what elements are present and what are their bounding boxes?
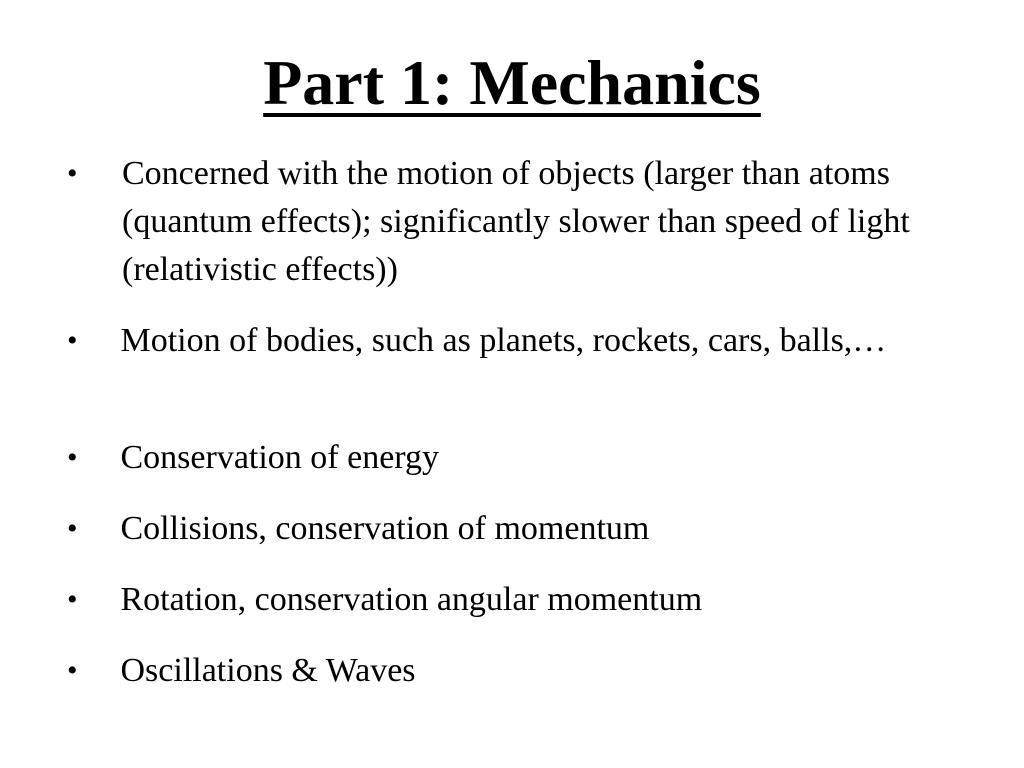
bullet-item <box>0 576 932 624</box>
bullet-text: Rotation, conservation angular momentum <box>112 581 703 618</box>
bullet-dot-icon: • <box>67 324 78 357</box>
bullet-dot-icon: • <box>67 654 78 687</box>
slide-title <box>0 44 1024 122</box>
bullet-text: Motion of bodies, such as planets, rockets, cars, balls,… <box>112 322 887 359</box>
bullet-text: Collisions, conservation of momentum <box>112 510 650 547</box>
bullet-dot-icon: • <box>67 441 78 474</box>
bullet-item <box>0 647 932 695</box>
bullet-text: Concerned with the motion of objects (larger than atoms (quantum effects); significantly slower than speed of light (relativistic effects)) <box>122 155 910 288</box>
bullet-item <box>0 505 932 553</box>
bullet-dot-icon: • <box>67 583 78 616</box>
bullet-dot-icon: • <box>67 157 78 190</box>
bullet-item <box>0 150 942 294</box>
bullet-item <box>0 317 932 365</box>
bullet-text: Oscillations & Waves <box>112 652 416 689</box>
slide-title-text: Part 1: Mechanics <box>263 47 761 118</box>
bullet-text: Conservation of energy <box>112 439 440 476</box>
bullet-item <box>0 434 932 482</box>
bullet-dot-icon: • <box>67 512 78 545</box>
